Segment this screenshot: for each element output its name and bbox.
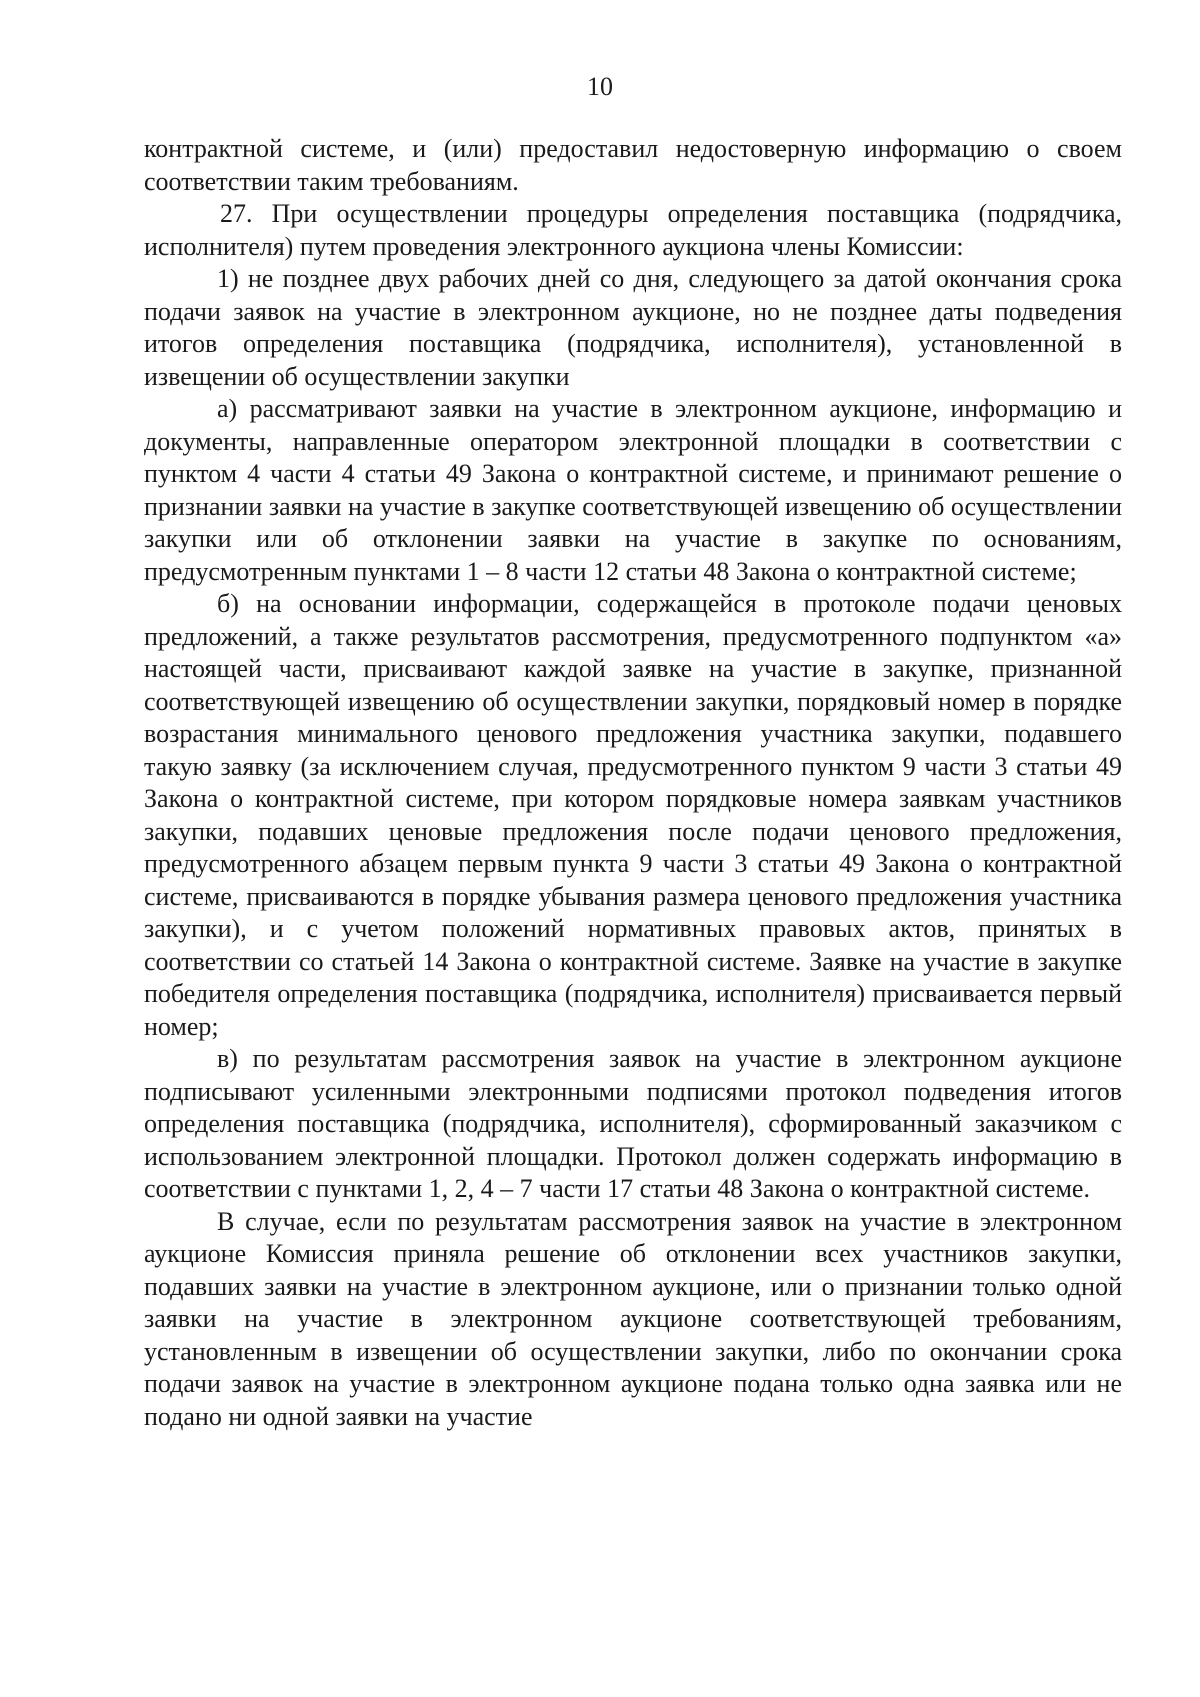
document-body xyxy=(144,133,1122,1433)
paragraph-subitem-b: б) на основании информации, содержащейся в протоколе подачи ценовых предложений, а также результатов рассмотрения, предусмотренного подпунктом «а» настоящей части, присваивают каждой заявке на участие в закупке, признанной соответствующей извещению об осуществлении закупки, порядковый номер в порядке возрастания минимального ценового предложения участника закупки, подавшего такую заявку (за исключением случая, предусмотренного пунктом 9 части 3 статьи 49 Закона о контрактной системе, при котором порядковые номера заявкам участников закупки, подавших ценовые предложения после подачи ценового предложения, предусмотренного абзацем первым пункта 9 части 3 статьи 49 Закона о контрактной системе, присваиваются в порядке убывания размера ценового предложения участника закупки), и с учетом положений нормативных правовых актов, принятых в соответствии со статьей 14 Закона о контрактной системе. Заявке на участие в закупке победителя определения поставщика (подрядчика, исполнителя) присваивается первый номер; xyxy=(144,589,1122,1041)
paragraph-item-27: 27. При осуществлении процедуры определения поставщика (подрядчика, исполнителя) путем проведения электронного аукциона члены Комиссии: xyxy=(144,199,1122,261)
paragraph-continuation: контрактной системе, и (или) предоставил недостоверную информацию о своем соответствии таким требованиям. xyxy=(144,134,1122,196)
paragraph-subitem-v: в) по результатам рассмотрения заявок на участие в электронном аукционе подписывают усиленными электронными подписями протокол подведения итогов определения поставщика (подрядчика, исполнителя), сформированный заказчиком с использованием электронной площадки. Протокол должен содержать информацию в соответствии с пунктами 1, 2, 4 – 7 части 17 статьи 48 Закона о контрактной системе. xyxy=(144,1044,1122,1203)
page-number: 10 xyxy=(587,72,613,101)
paragraph-case-rejection: В случае, если по результатам рассмотрения заявок на участие в электронном аукционе Комиссия приняла решение об отклонении всех участников закупки, подавших заявки на участие в электронном аукционе, или о признании только одной заявки на участие в электронном аукционе соответствующей требованиям, установленным в извещении об осуществлении закупки, либо по окончании срока подачи заявок на участие в электронном аукционе подана только одна заявка или не подано ни одной заявки на участие xyxy=(144,1206,1122,1431)
paragraph-subitem-a: а) рассматривают заявки на участие в электронном аукционе, информацию и документы, направленные оператором электронной площадки в соответствии с пунктом 4 части 4 статьи 49 Закона о контрактной системе, и принимают решение о признании заявки на участие в закупке соответствующей извещению об осуществлении закупки или об отклонении заявки на участие в закупке по основаниям, предусмотренным пунктами 1 – 8 части 12 статьи 48 Закона о контрактной системе; xyxy=(144,394,1122,586)
paragraph-subitem-1: 1) не позднее двух рабочих дней со дня, следующего за датой окончания срока подачи заявок на участие в электронном аукционе, но не позднее даты подведения итогов определения поставщика (подрядчика, исполнителя), установленной в извещении об осуществлении закупки xyxy=(144,264,1122,391)
